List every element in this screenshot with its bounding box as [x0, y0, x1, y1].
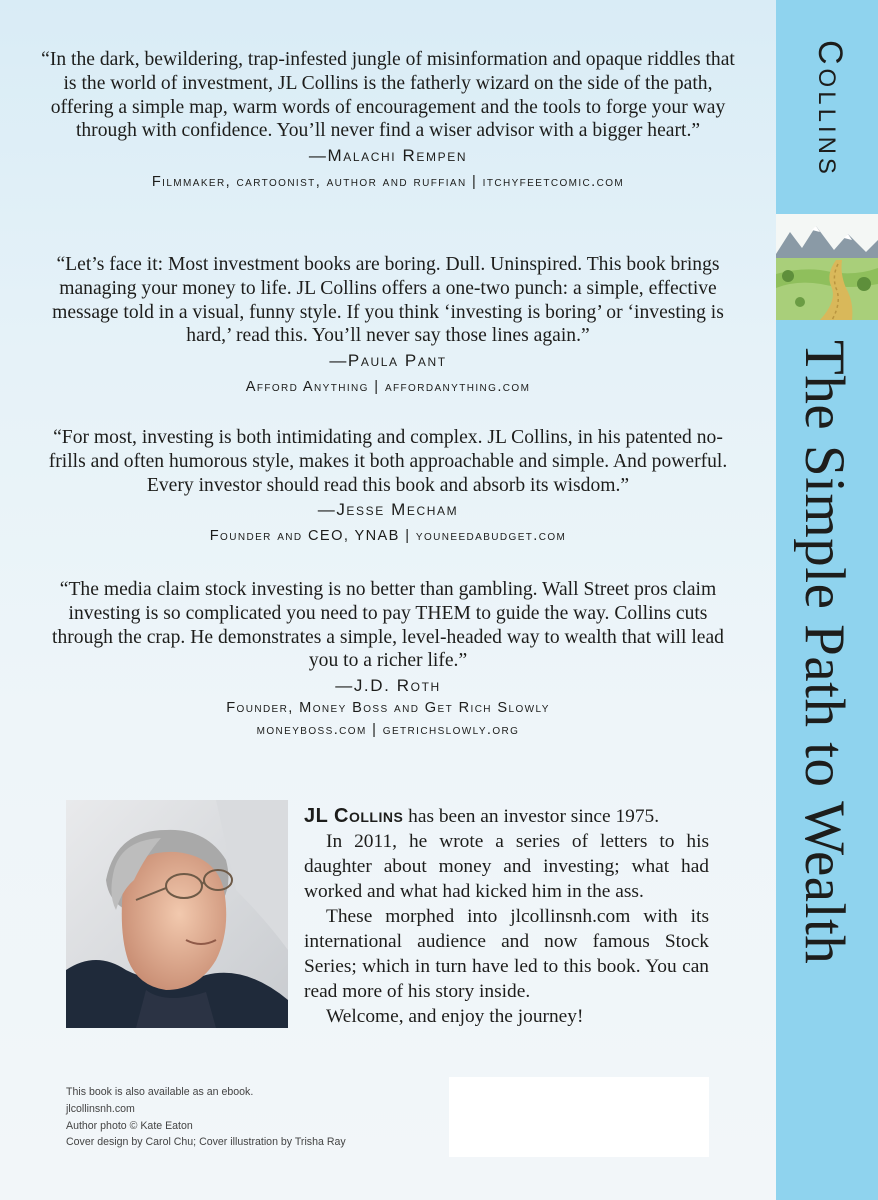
blurb-quote: “For most, investing is both intimidating and complex. JL Collins, in his patented no-frills and often humorous style, makes it both approachable and simple. And powerful. Every investor should read this book and absorb its wisdom.”: [48, 427, 728, 496]
spine-author: Collins: [811, 40, 849, 178]
bio-paragraph: In 2011, he wrote a series of letters to his daughter about money and investing; what had worked and what had kicked him in the ass.: [304, 831, 709, 902]
blurb-quote: “The media claim stock investing is no better than gambling. Wall Street pros claim investing is so complicated you need to pay THEM to guide the way. Collins cuts through the crap. He demonstrates a simple, level-headed way to wealth that will lead you to a richer life.”: [52, 579, 724, 672]
bio-intro: [304, 804, 709, 829]
blurb-author: —Jesse Mecham: [317, 500, 459, 520]
spine: [776, 0, 878, 1200]
spine-illustration: [776, 214, 878, 320]
bio-paragraph: These morphed into jlcollinsnh.com with its international audience and now famous Stock Series; which in turn have led to this book. You can read more of his story inside.: [304, 906, 709, 1002]
credit-design: Cover design by Carol Chu; Cover illustration by Trisha Ray: [66, 1136, 346, 1149]
blurb-author: —J.D. Roth: [335, 676, 441, 696]
spine-title: The Simple Path to Wealth: [793, 340, 856, 965]
author-photo: [66, 800, 288, 1028]
blurb-affiliation: Founder, Money Boss and Get Rich Slowly: [226, 700, 550, 717]
blurb-quote: “In the dark, bewildering, trap-infested jungle of misinformation and opaque riddles that is the world of investment, JL Collins is the fatherly wizard on the side of the path, offering a simple map, warm words of encouragement and the tools to forge your way through with confidence. You’ll never find a wiser advisor with a bigger heart.”: [41, 49, 735, 142]
bio-intro-text: has been an investor since 1975.: [403, 806, 660, 827]
credit-website: jlcollinsnh.com: [66, 1102, 135, 1115]
blurb-malachi-rempen: [40, 48, 736, 193]
path-landscape-image: [776, 214, 878, 320]
credit-photo: Author photo © Kate Eaton: [66, 1119, 193, 1132]
author-portrait-image: [66, 800, 288, 1028]
blurb-jd-roth: [40, 578, 736, 741]
blurb-affiliation: Founder and CEO, YNAB | youneedabudget.com: [209, 528, 567, 545]
author-bio: [304, 804, 709, 1029]
bio-paragraph: Welcome, and enjoy the journey!: [326, 1006, 584, 1027]
credit-ebook: This book is also available as an ebook.: [66, 1086, 254, 1098]
blurb-author: —Paula Pant: [329, 351, 447, 371]
blurb-affiliation: Afford Anything | affordanything.com: [245, 379, 531, 396]
blurb-affiliation-urls: moneyboss.com | getrichslowly.org: [256, 722, 520, 739]
spine-author-block: [776, 0, 878, 214]
blurb-quote: “Let’s face it: Most investment books are boring. Dull. Uninspired. This book brings managing your money to life. JL Collins offers a one-two punch: a simple, effective message told in a visual, funny style. If you think ‘investing is boring’ or ‘investing is hard,’ read this. You’ll never say those lines again.”: [52, 254, 724, 347]
barcode-placeholder: [449, 1077, 709, 1157]
blurb-affiliation: Filmmaker, cartoonist, author and ruffian | itchyfeetcomic.com: [151, 174, 625, 191]
blurb-jesse-mecham: [40, 426, 736, 547]
blurb-paula-pant: [40, 253, 736, 398]
blurb-author: —Malachi Rempen: [308, 146, 468, 166]
bio-author-name: JL Collins: [304, 805, 404, 827]
credits: [66, 1084, 346, 1151]
